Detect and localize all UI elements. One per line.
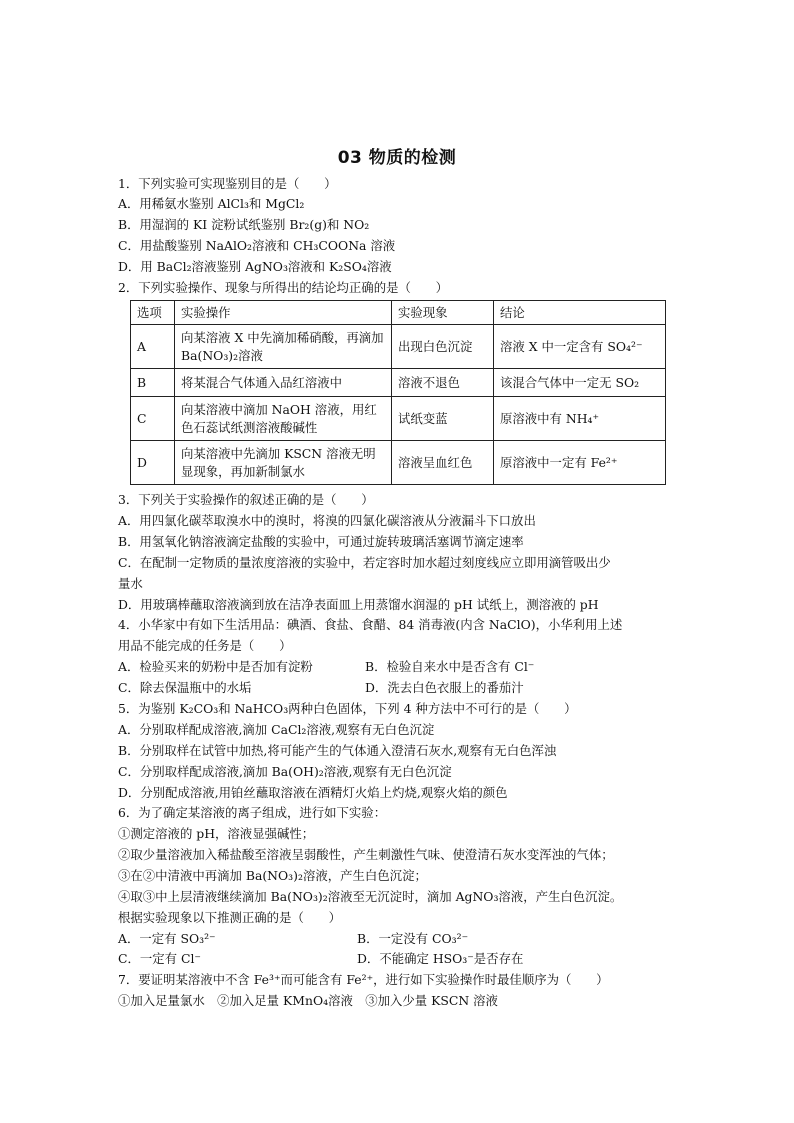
question-2-stem: 2．下列实验操作、现象与所得出的结论均正确的是（ ） [118,280,449,295]
question-4-option-c: C．除去保温瓶中的水垢 [118,680,252,695]
table-cell: 向某溶液 X 中先滴加稀硝酸，再滴加 Ba(NO₃)₂溶液 [175,325,392,369]
question-1-option-a: A．用稀氨水鉴别 AlCl₃和 MgCl₂ [118,196,305,211]
table-row [131,441,666,485]
table-cell: 将某混合气体通入品红溶液中 [175,369,392,397]
question-5-option-c: C．分别取样配成溶液,滴加 Ba(OH)₂溶液,观察有无白色沉淀 [118,764,452,779]
question-1-option-d: D．用 BaCl₂溶液鉴别 AgNO₃溶液和 K₂SO₄溶液 [118,259,392,274]
table-row [131,397,666,441]
table-header-cell: 结论 [494,301,666,325]
question-3-option-c: C．在配制一定物质的量浓度溶液的实验中，若定容时加水超过刻度线应立即用滴管吸出少 [118,555,611,570]
table-cell: 该混合气体中一定无 SO₂ [494,369,666,397]
table-cell: 原溶液中一定有 Fe²⁺ [494,441,666,485]
question-4-stem: 4．小华家中有如下生活用品：碘酒、食盐、食醋、84 消毒液(内含 NaClO)，小华利用上述 [118,617,623,632]
question-1-option-c: C．用盐酸鉴别 NaAlO₂溶液和 CH₃COONa 溶液 [118,238,396,253]
table-header-row [131,301,666,325]
table-cell: 溶液呈血红色 [392,441,494,485]
question-3-option-a: A．用四氯化碳萃取溴水中的溴时，将溴的四氯化碳溶液从分液漏斗下口放出 [118,513,536,528]
question-4-option-d: D．洗去白色衣服上的番茄汁 [365,680,524,695]
question-5-stem: 5．为鉴别 K₂CO₃和 NaHCO₃两种白色固体，下列 4 种方法中不可行的是（ ） [118,701,577,716]
question-6-prompt: 根据实验现象以下推测正确的是（ ） [118,910,342,925]
question-6-step-3: ③在②中清液中再滴加 Ba(NO₃)₂溶液，产生白色沉淀； [118,868,427,883]
question-5-option-a: A．分别取样配成溶液,滴加 CaCl₂溶液,观察有无白色沉淀 [118,722,435,737]
table-header-cell: 选项 [131,301,175,325]
question-4-option-b: B．检验自来水中是否含有 Cl⁻ [365,659,535,674]
question-1-stem: 1．下列实验可实现鉴别目的是（ ） [118,176,337,191]
question-6-option-d: D．不能确定 HSO₃⁻是否存在 [357,951,524,966]
question-6-option-c: C．一定有 Cl⁻ [118,951,201,966]
question-6-step-4: ④取③中上层清液继续滴加 Ba(NO₃)₂溶液至无沉淀时，滴加 AgNO₃溶液，产生白色沉淀。 [118,889,623,904]
question-6-option-b: B．一定没有 CO₃²⁻ [357,931,469,946]
question-5-option-b: B．分别取样在试管中加热,将可能产生的气体通入澄清石灰水,观察有无白色浑浊 [118,743,557,758]
question-4-stem-cont: 用品不能完成的任务是（ ） [118,638,292,653]
question-3-stem: 3．下列关于实验操作的叙述正确的是（ ） [118,492,374,507]
question-3-option-d: D．用玻璃棒蘸取溶液滴到放在洁净表面皿上用蒸馏水润湿的 pH 试纸上，测溶液的 pH [118,597,599,612]
question-7-options: ①加入足量氯水 ②加入足量 KMnO₄溶液 ③加入少量 KSCN 溶液 [118,993,498,1008]
table-cell: B [131,369,175,397]
table-row [131,369,666,397]
table-header-cell: 实验操作 [175,301,392,325]
table-cell: 溶液 X 中一定含有 SO₄²⁻ [494,325,666,369]
table-cell: D [131,441,175,485]
table-row [131,325,666,369]
table-cell: 向某溶液中滴加 NaOH 溶液，用红色石蕊试纸测溶液酸碱性 [175,397,392,441]
question-5-option-d: D．分别配成溶液,用铂丝蘸取溶液在酒精灯火焰上灼烧,观察火焰的颜色 [118,785,508,800]
page-title: 03 物质的检测 [337,148,457,168]
question-4-option-a: A．检验买来的奶粉中是否加有淀粉 [118,659,313,674]
table-cell: 溶液不退色 [392,369,494,397]
table-cell: 原溶液中有 NH₄⁺ [494,397,666,441]
question-6-stem: 6．为了确定某溶液的离子组成，进行如下实验： [118,805,387,820]
question-6-step-1: ①测定溶液的 pH，溶液显强碱性； [118,826,315,841]
table-cell: C [131,397,175,441]
table-cell: A [131,325,175,369]
table-cell: 试纸变蓝 [392,397,494,441]
table-cell: 向某溶液中先滴加 KSCN 溶液无明显现象，再加新制氯水 [175,441,392,485]
table-header-cell: 实验现象 [392,301,494,325]
question-3-option-b: B．用氢氧化钠溶液滴定盐酸的实验中，可通过旋转玻璃活塞调节滴定速率 [118,534,524,549]
question-7-stem: 7．要证明某溶液中不含 Fe³⁺而可能含有 Fe²⁺，进行如下实验操作时最佳顺序为（ ） [118,972,609,987]
question-3-option-c-cont: 量水 [118,576,143,591]
table-cell: 出现白色沉淀 [392,325,494,369]
question-6-step-2: ②取少量溶液加入稀盐酸至溶液呈弱酸性，产生刺激性气味、使澄清石灰水变浑浊的气体； [118,847,614,862]
question-2-table [130,300,666,485]
question-1-option-b: B．用湿润的 KI 淀粉试纸鉴别 Br₂(g)和 NO₂ [118,217,370,232]
question-6-option-a: A．一定有 SO₃²⁻ [118,931,216,946]
